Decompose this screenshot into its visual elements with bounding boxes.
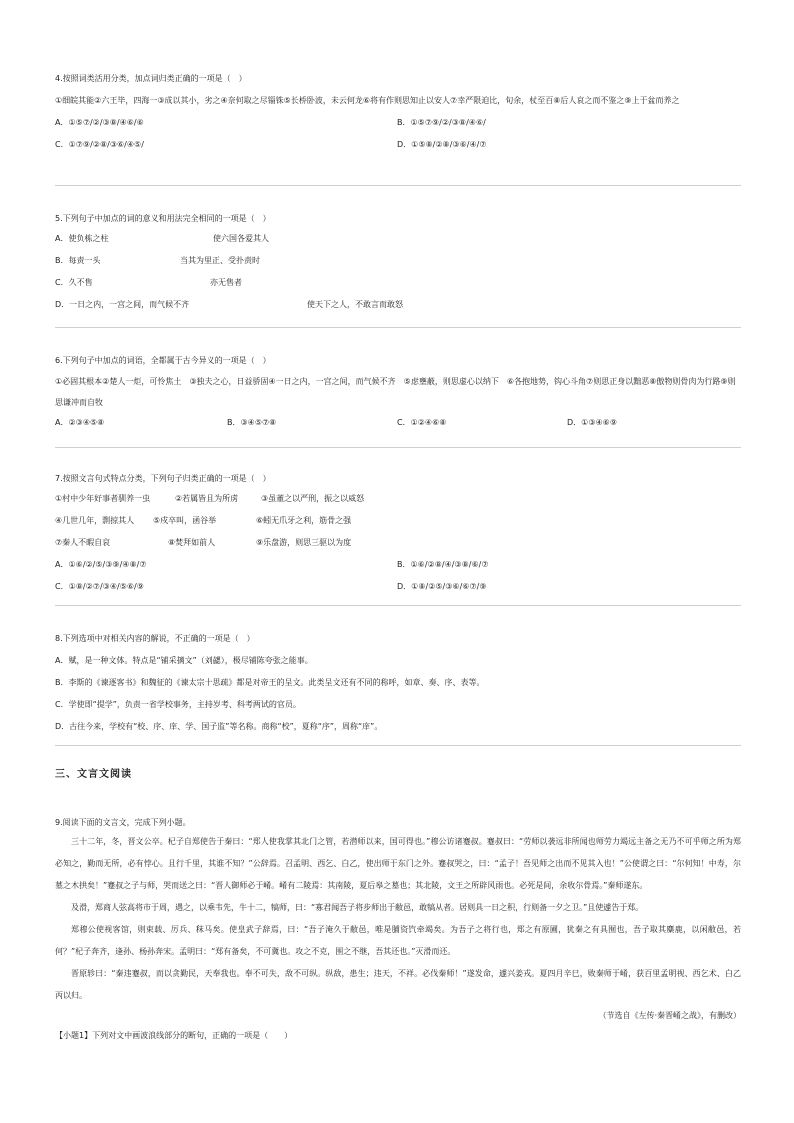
question-5-stem: 5.下列句子中加点的词的意义和用法完全相同的一项是（ ）	[55, 214, 271, 223]
passage-paragraph: 三十二年，冬，晋文公卒。杞子自郑使告于秦曰：“郑人使我掌其北门之管，若潜师以来，国可得也。”穆公访诸蹇叔。蹇叔曰：“劳师以袭远非所闻也师劳力竭远主备之无乃不可乎师之所为郑必知之，勤而无所，必有悖心。且行千里，其谁不知？”公辞焉。召孟明、西乞、白乙，使出师于东门之外。蹇叔哭之，曰：“孟子！吾见师之出而不见其入也！”公使谓之曰：“尔何知！中寿，尔墓之木拱矣！”蹇叔之子与师，哭而送之曰：“晋人御师必于崤。崤有二陵焉：其南陵，夏后皋之墓也；其北陵，文王之所辟风雨也。必死是间，余收尔骨焉。”秦师遂东。	[55, 837, 741, 890]
question-6-stem: 6.下列句子中加点的词语，全都属于古今异义的一项是（ ）	[55, 356, 271, 365]
question-5-option-a[interactable]	[55, 235, 741, 246]
sentence: ④几世几年，剽掠其人	[55, 516, 135, 525]
question-7-sentences-row2	[55, 517, 741, 528]
sentence: ⑦秦人不暇自哀	[55, 538, 111, 547]
sentence: ③虽董之以严刑，振之以威怒	[261, 494, 365, 503]
divider	[55, 185, 741, 186]
passage-paragraph: 郑穆公使视客馆，则束载、厉兵、秣马矣。使皇武子辞焉，曰：“吾子淹久于敝邑，唯是脯资饩牵竭矣。为吾子之将行也，郑之有原圃，犹秦之有具囿也，吾子取其麋鹿，以闲敝邑，若何？”杞子奔齐，逢孙、杨孙奔宋。孟明曰：“郑有备矣，不可冀也。攻之不克，围之不继，吾其还也。”灭滑而还。	[55, 925, 741, 956]
section-heading: 三、文言文阅读	[55, 769, 132, 780]
divider	[55, 447, 741, 448]
passage	[55, 831, 741, 1007]
question-5	[55, 213, 741, 312]
question-7	[55, 473, 741, 594]
passage-paragraph: 及滑，郑商人弦高将市于周，遇之，以乘韦先，牛十二，犒师，曰：“寡君闻吾子将步师出于敝邑，敢犒从者。居则具一日之积，行则备一夕之卫。”且使遽告于郑。	[71, 903, 644, 912]
option-right-sentence: 使六国各爱其人	[213, 234, 269, 243]
question-4-options-row1	[55, 119, 741, 130]
question-8-stem: 8.下列选项中对相关内容的解说，不正确的一项是（ ）	[55, 634, 255, 643]
question-8-option-b[interactable]: B．李斯的《谏逐客书》和魏征的《谏太宗十思疏》都是对帝王的呈文。此类呈文还有不同的称呼，如章、奏、序、表等。	[55, 678, 485, 687]
question-4	[55, 73, 741, 152]
option-right-sentence: 亦无售者	[210, 278, 242, 287]
question-7-options-row1	[55, 561, 741, 572]
question-7-stem: 7.按照文言句式特点分类，下列句子归类正确的一项是（ ）	[55, 474, 271, 483]
question-6-option-d[interactable]: D．①③④⑥⑨	[567, 418, 618, 427]
question-5-option-c[interactable]	[55, 279, 741, 290]
question-9-stem: 9.阅读下面的文言文，完成下列小题。	[55, 818, 191, 827]
option-right-sentence: 当其为里正、受扑责时	[180, 256, 260, 265]
question-8	[55, 633, 741, 732]
question-4-option-a[interactable]: A．①⑤⑦/②/③⑧/④⑥/⑥	[55, 118, 144, 127]
sub-question-1: 【小题1】下列对文中画波浪线部分的断句，正确的一项是（ ）	[55, 1031, 293, 1040]
question-6	[55, 355, 741, 430]
question-7-options-row2	[55, 583, 741, 594]
sentence: ⑥蚓无爪牙之利，筋骨之强	[256, 516, 352, 525]
divider	[55, 605, 741, 606]
divider	[55, 745, 741, 746]
sentence: ⑨乐盘游，则思三驱以为度	[256, 538, 352, 547]
question-9	[55, 817, 741, 1041]
question-6-option-a[interactable]: A．②③④⑤⑧	[55, 418, 105, 427]
question-7-option-c[interactable]: C．①⑧/②⑦/③④/⑤⑥/⑨	[55, 582, 144, 591]
question-7-sentences-row3	[55, 539, 741, 550]
question-6-options	[55, 419, 741, 430]
passage-paragraph: 晋原轸曰：“秦违蹇叔，而以贪勤民，天奉我也。奉不可失，敌不可纵。纵敌，患生；违天，不祥。必伐秦师！”遂发命，遽兴姜戎。夏四月辛巳，败秦师于崤，获百里孟明视、西乞术、白乙丙以归。	[55, 969, 741, 1000]
question-4-options-row2	[55, 141, 741, 152]
sentence: ②若属皆且为所虏	[175, 494, 239, 503]
question-4-stem: 4.按照词类活用分类，加点词归类正确的一项是（ ）	[55, 74, 247, 83]
option-left-sentence: B．每责一头	[55, 256, 101, 265]
passage-source: （节选自《左传·秦晋崤之战》，有删改）	[598, 1011, 741, 1020]
question-5-option-d[interactable]	[55, 301, 741, 312]
option-left-sentence: A．使负栋之柱	[55, 234, 109, 243]
question-6-option-c[interactable]: C．①②④⑥⑧	[397, 418, 447, 427]
question-4-body: ①细皖其能②六王毕，四海一③成以其小，劣之④奈何取之尽锱铢⑤长桥卧波，未云何龙⑥将有作则思知止以安人⑦幸严限迫比，旬余，杖至百⑧后人哀之而不鉴之⑨上于盆而养之	[55, 96, 680, 105]
option-right-sentence: 使天下之人，不敢言而敢怒	[307, 300, 403, 309]
question-4-option-c[interactable]: C．①⑦⑨/②⑧/③⑥/④⑤/	[55, 140, 144, 149]
option-left-sentence: C．久不售	[55, 278, 93, 287]
divider	[55, 327, 741, 328]
question-4-option-d[interactable]: D．①⑤⑧/②⑧/③⑥/④/⑦	[397, 140, 487, 149]
sentence: ①村中少年好事者驯养一虫	[55, 494, 151, 503]
sentence: ⑧焚拜如前人	[168, 538, 216, 547]
question-5-option-b[interactable]	[55, 257, 741, 268]
question-7-sentences-row1	[55, 495, 741, 506]
question-6-option-b[interactable]: B．③④⑤⑦⑧	[227, 418, 277, 427]
question-7-option-a[interactable]: A．①⑥/②/⑤/③⑨/④⑧/⑦	[55, 560, 147, 569]
question-8-option-d[interactable]: D．古往今来，学校有“校、序、庠、学、国子监”等名称。商称“校”，夏称“序”，周称“庠”。	[55, 722, 383, 731]
question-6-body: ①必固其根本②楚人一炬，可怜焦土 ③独夫之心，日益骄固④一日之内，一宫之间，而气候不齐 ⑤虑壅蔽，则思虚心以纳下 ⑥各抱地势，钩心斗角⑦则思正身以黜恶⑧傲物则骨肉为行路⑨则思谦冲而自牧	[55, 377, 736, 407]
option-left-sentence: D．一日之内，一宫之间，而气候不齐	[55, 300, 190, 309]
question-8-option-c[interactable]: C．学使即“提学”，负责一省学校事务，主持岁考、科考两试的官员。	[55, 700, 301, 709]
question-8-option-a[interactable]: A．赋，是一种文体。特点是“铺采摛文”（刘勰），极尽铺陈夸张之能事。	[55, 656, 313, 665]
sentence: ⑤戍卒叫，函谷举	[153, 516, 217, 525]
question-7-option-d[interactable]: D．①⑧/②⑤/③⑥/⑥⑦/⑨	[397, 582, 487, 591]
question-7-option-b[interactable]: B．①⑥/②⑧/④/③⑧/⑥/⑦	[397, 560, 489, 569]
question-4-option-b[interactable]: B．①⑤⑦⑨/②/③⑧/④⑥/	[397, 118, 486, 127]
